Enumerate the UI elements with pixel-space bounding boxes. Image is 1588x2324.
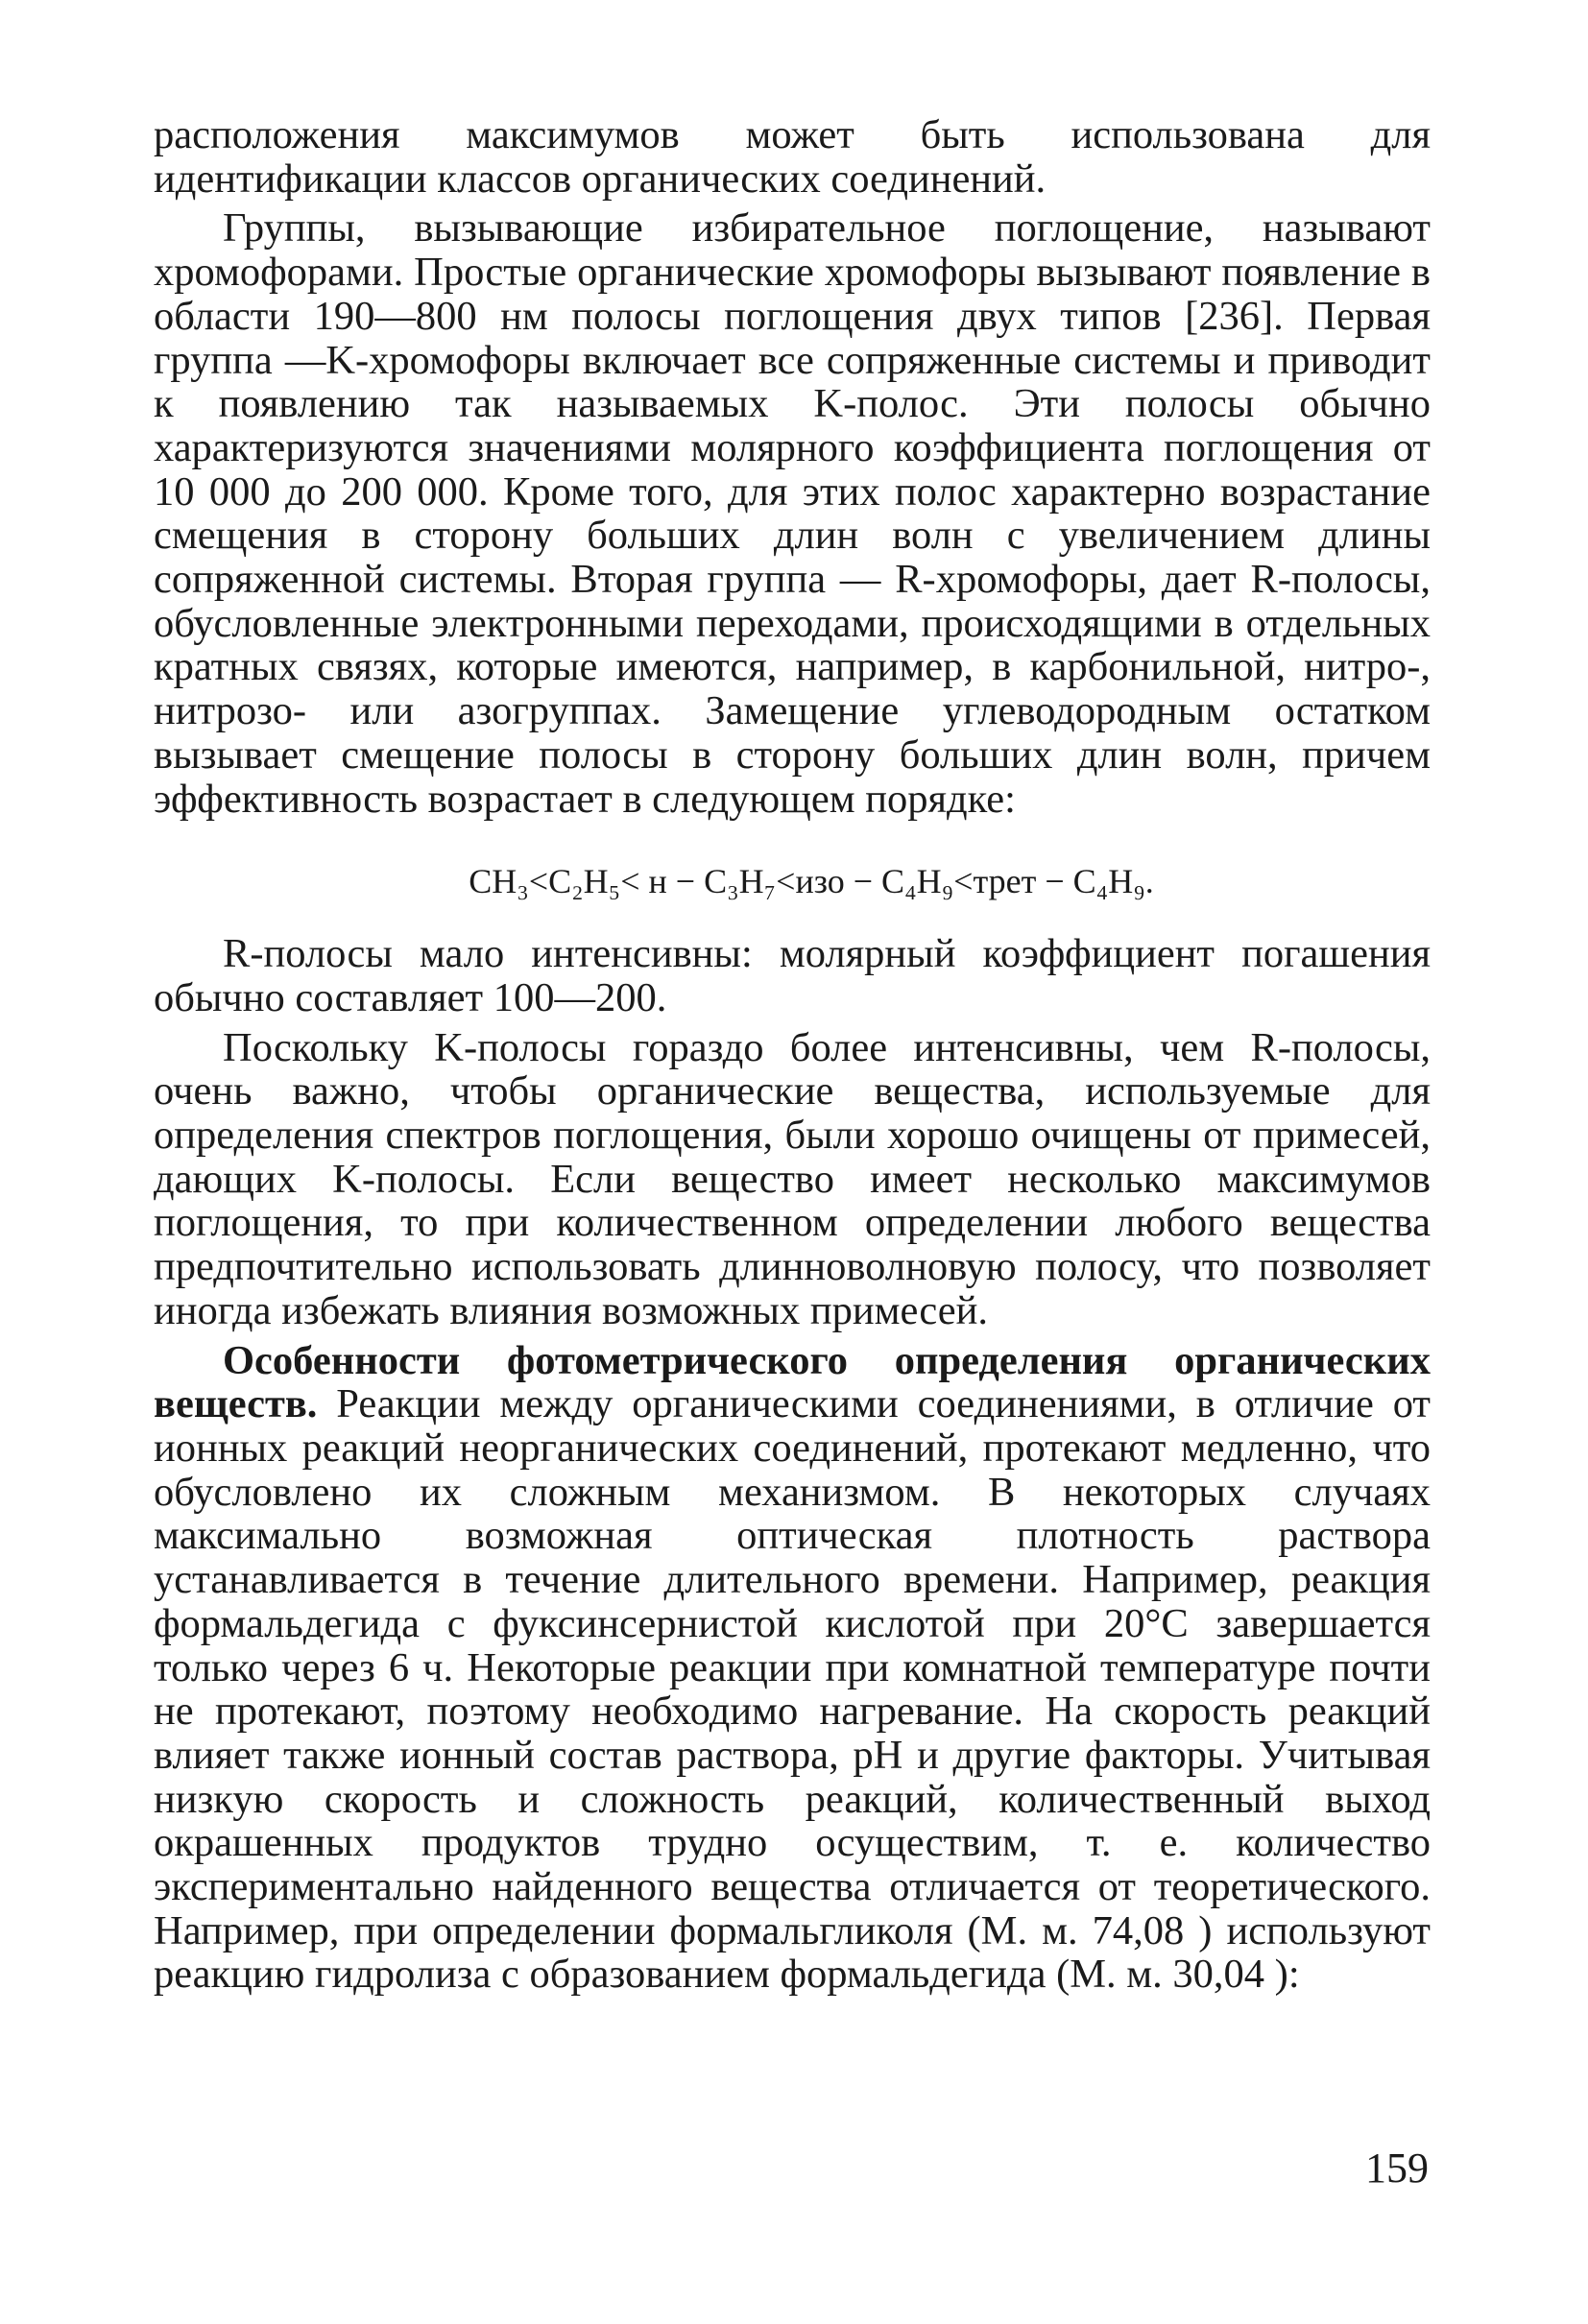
paragraph-continuation: расположения максимумов может быть использована для идентификации классов органических соединений. — [154, 112, 1431, 202]
paragraph-r-bands: R-полосы мало интенсивны: молярный коэффициент погашения обычно составляет 100—200. — [154, 931, 1431, 1020]
page-body — [154, 113, 1431, 1997]
paragraph-features — [154, 1339, 1431, 1998]
paragraph-k-bands: Поскольку K-полосы гораздо более интенсивны, чем R-полосы, очень важно, чтобы органические вещества, используемые для определения спектров поглощения, были хорошо очищены от примесей, дающих K-полосы. Если вещество имеет несколько максимумов поглощения, то при количественном определении любого вещества предпочтительно использовать длинноволновую полосу, что позволяет иногда избежать влияния возможных примесей. — [154, 1024, 1431, 1333]
page-number: 159 — [1365, 2144, 1429, 2192]
section-heading: Особенности фотометрического определения органических веществ. — [154, 1337, 1431, 1427]
section-body: Реакции между органическими соединениями, в отличие от ионных реакций неорганических соединений, протекают медленно, что обусловлено их сложным механизмом. В некоторых случаях максимально возможная оптическая плотность раствора устанавливается в течение длительного времени. Например, реакция формальдегида с фуксинсернистой кислотой при 20°С завершается только через 6 ч. Некоторые реакции при комнатной температуре почти не протекают, поэтому необходимо нагревание. На скорость реакций влияет также ионный состав раствора, pH и другие факторы. Учитывая низкую скорость и сложность реакций, количественный выход окрашенных продуктов трудно осуществим, т. е. количество экспериментально найденного вещества отличается от теоретического. Например, при определении формальгликоля (М. м. 74,08 ) используют реакцию гидролиза с образованием формальдегида (М. м. 30,04 ): — [154, 1381, 1431, 1998]
paragraph-chromophores: Группы, вызывающие избирательное поглощение, называют хромофорами. Простые органические хромофоры вызывают появление в области 190—800 нм полосы поглощения двух типов [236]. Первая группа —K-хромофоры включает все сопряженные системы и приводит к появлению так называемых K-полос. Эти полосы обычно характеризуются значениями молярного коэффициента поглощения от 10 000 до 200 000. Кроме того, для этих полос характерно возрастание смещения в сторону больших длин волн с увеличением длины сопряженной системы. Вторая группа — R-хромофоры, дает R-полосы, обусловленные электронными переходами, происходящими в отдельных кратных связях, которые имеются, например, в карбонильной, нитро-, нитрозо- или азогруппах. Замещение углеводородным остатком вызывает смещение полосы в сторону больших длин волн, причем эффективность возрастает в следующем порядке: — [154, 205, 1431, 822]
formula-substituent-order: CH₃<C₂H₅< н − C₃H₇<изо − C₄H₉<трет − C₄H₉. — [469, 862, 1154, 901]
